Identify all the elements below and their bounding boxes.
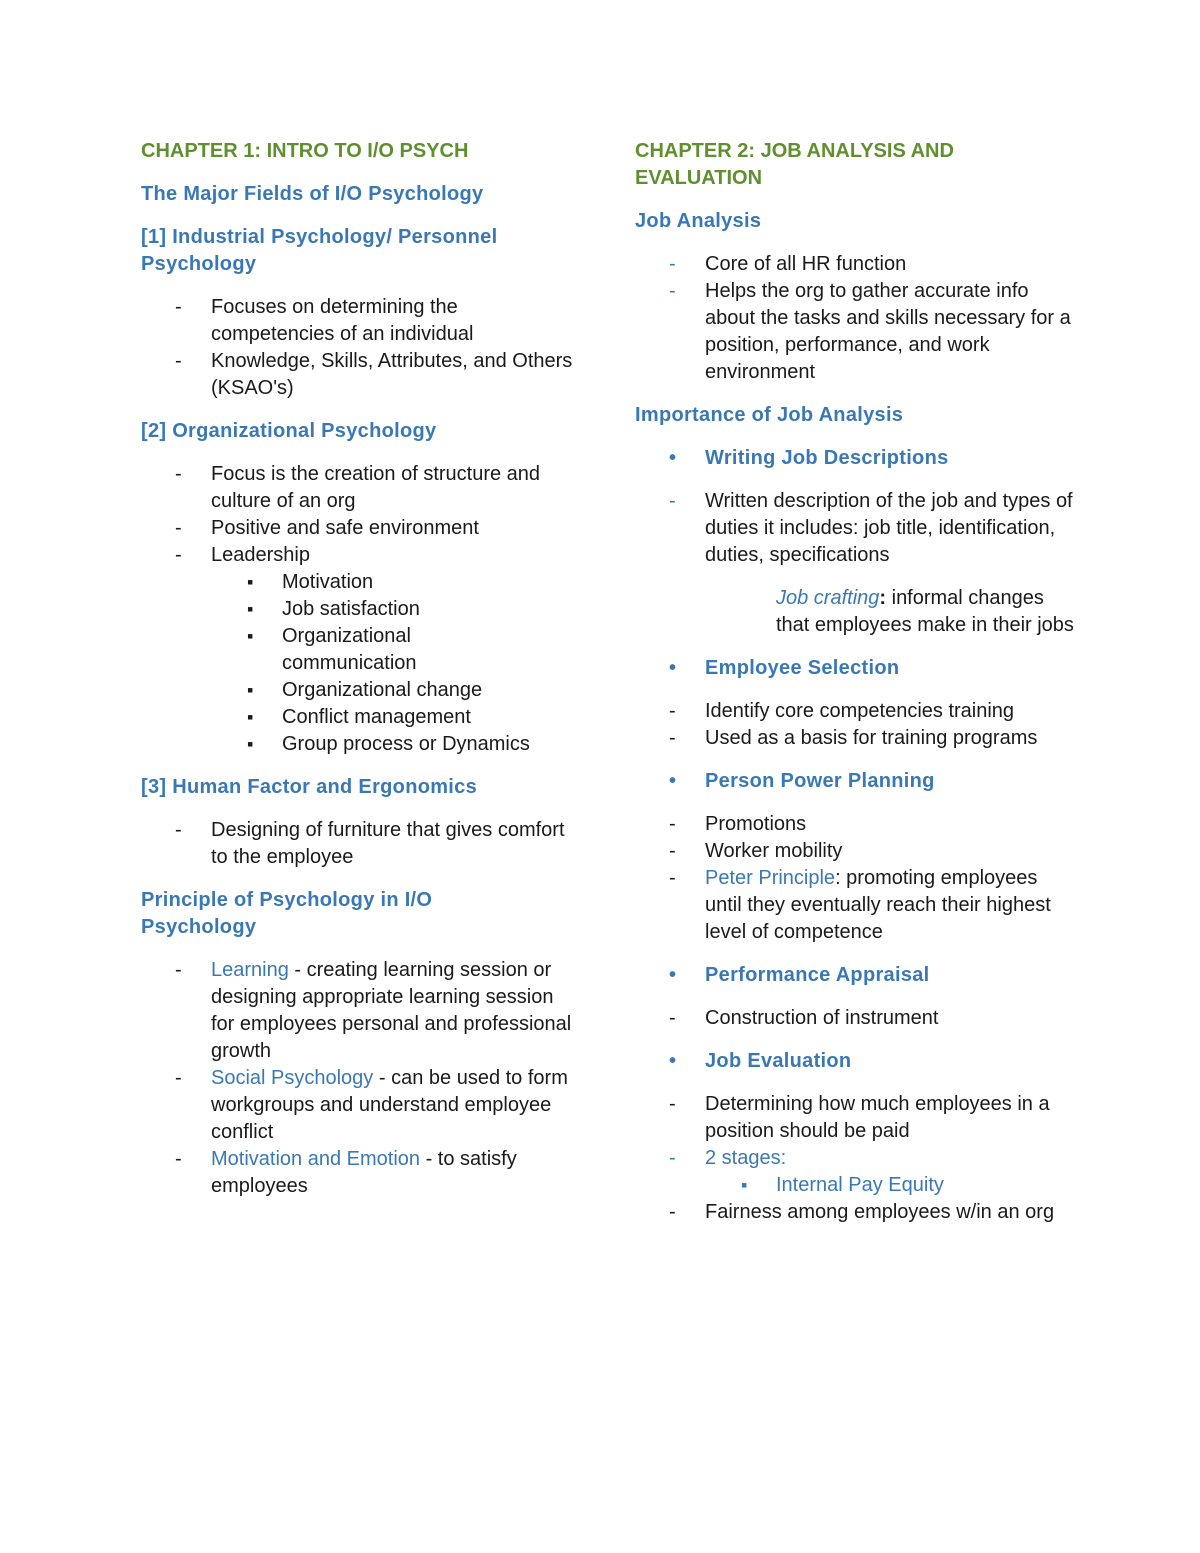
list-item: - Used as a basis for training programs (635, 725, 1075, 752)
writing-job-descriptions-heading: • Writing Job Descriptions (635, 445, 1075, 472)
motivation-emotion-term: Motivation and Emotion (211, 1148, 421, 1170)
person-power-planning-heading: • Person Power Planning (635, 768, 1075, 795)
chapter-1-title: CHAPTER 1: INTRO TO I/O PSYCH (141, 140, 469, 162)
social-psychology-term: Social Psychology (211, 1067, 374, 1089)
sub-list-item: ▪ Conflict management (211, 704, 581, 731)
motivation-emotion-text: - to satisfy employees (211, 1148, 517, 1197)
principle-heading: Principle of Psychology in I/O Psychology (141, 889, 433, 938)
stages-sublist (705, 1172, 1075, 1199)
peter-principle-text: : promoting employees until they eventually reach their highest level of competence (705, 867, 1051, 943)
two-stages-label: 2 stages: (705, 1147, 787, 1169)
list-item: - Designing of furniture that gives comfort to the employee (141, 817, 581, 871)
job-crafting-colon: : (879, 587, 887, 609)
employee-selection-heading: • Employee Selection (635, 655, 1075, 682)
sub-list-item: ▪ Job satisfaction (211, 596, 581, 623)
human-factor-heading: [3] Human Factor and Ergonomics (141, 776, 478, 798)
job-evaluation-heading: • Job Evaluation (635, 1048, 1075, 1075)
organizational-psychology-heading: [2] Organizational Psychology (141, 420, 437, 442)
job-crafting-term: Job crafting (776, 587, 880, 609)
chapter-2-title: CHAPTER 2: JOB ANALYSIS AND EVALUATION (635, 140, 954, 189)
performance-appraisal-heading: • Performance Appraisal (635, 962, 1075, 989)
evaluation-list (635, 1091, 1075, 1226)
list-item (141, 1065, 581, 1146)
list-item: - Worker mobility (635, 838, 1075, 865)
list-item: - Focuses on determining the competencies of an individual (141, 294, 581, 348)
list-item: - Determining how much employees in a position should be paid (635, 1091, 1075, 1145)
list-item: - Fairness among employees w/in an org (635, 1199, 1075, 1226)
human-factor-list (141, 817, 581, 871)
sub-list-item: ▪ Organizational communication (211, 623, 581, 677)
list-item (635, 1145, 1075, 1199)
writing-list (635, 488, 1075, 569)
importance-heading: Importance of Job Analysis (635, 404, 904, 426)
leadership-label: Leadership (211, 544, 310, 566)
appraisal-list (635, 1005, 1075, 1032)
right-column (635, 138, 1075, 1242)
list-item (635, 865, 1075, 946)
principle-list (141, 957, 581, 1200)
list-item: - Written description of the job and types of duties it includes: job title, identification, duties, specifications (635, 488, 1075, 569)
leadership-sublist (211, 569, 581, 758)
sub-list-item: ▪ Group process or Dynamics (211, 731, 581, 758)
major-fields-heading: The Major Fields of I/O Psychology (141, 183, 484, 205)
sub-list-item: ▪ Motivation (211, 569, 581, 596)
learning-text: - creating learning session or designing appropriate learning session for employees personal and professional growth (211, 959, 572, 1062)
job-crafting-note (635, 585, 1075, 639)
organizational-psychology-list (141, 461, 581, 758)
list-item: - Construction of instrument (635, 1005, 1075, 1032)
list-item: - Helps the org to gather accurate info about the tasks and skills necessary for a position, performance, and work environment (635, 278, 1075, 386)
job-crafting-text: informal changes that employees make in their jobs (776, 587, 1074, 636)
list-item (141, 542, 581, 758)
left-column (141, 138, 581, 1216)
list-item (141, 1146, 581, 1200)
peter-principle-term: Peter Principle (705, 867, 836, 889)
list-item: - Promotions (635, 811, 1075, 838)
job-analysis-heading: Job Analysis (635, 210, 762, 232)
list-item: - Focus is the creation of structure and culture of an org (141, 461, 581, 515)
industrial-psychology-heading: [1] Industrial Psychology/ Personnel Psychology (141, 226, 498, 275)
list-item: - Identify core competencies training (635, 698, 1075, 725)
learning-term: Learning (211, 959, 289, 981)
sub-list-item: ▪ Internal Pay Equity (705, 1172, 1075, 1199)
list-item: - Positive and safe environment (141, 515, 581, 542)
job-analysis-list (635, 251, 1075, 386)
list-item: - Core of all HR function (635, 251, 1075, 278)
social-psychology-text: - can be used to form workgroups and understand employee conflict (211, 1067, 568, 1143)
industrial-psychology-list (141, 294, 581, 402)
list-item: - Knowledge, Skills, Attributes, and Others (KSAO's) (141, 348, 581, 402)
sub-list-item: ▪ Organizational change (211, 677, 581, 704)
selection-list (635, 698, 1075, 752)
planning-list (635, 811, 1075, 946)
list-item (141, 957, 581, 1065)
